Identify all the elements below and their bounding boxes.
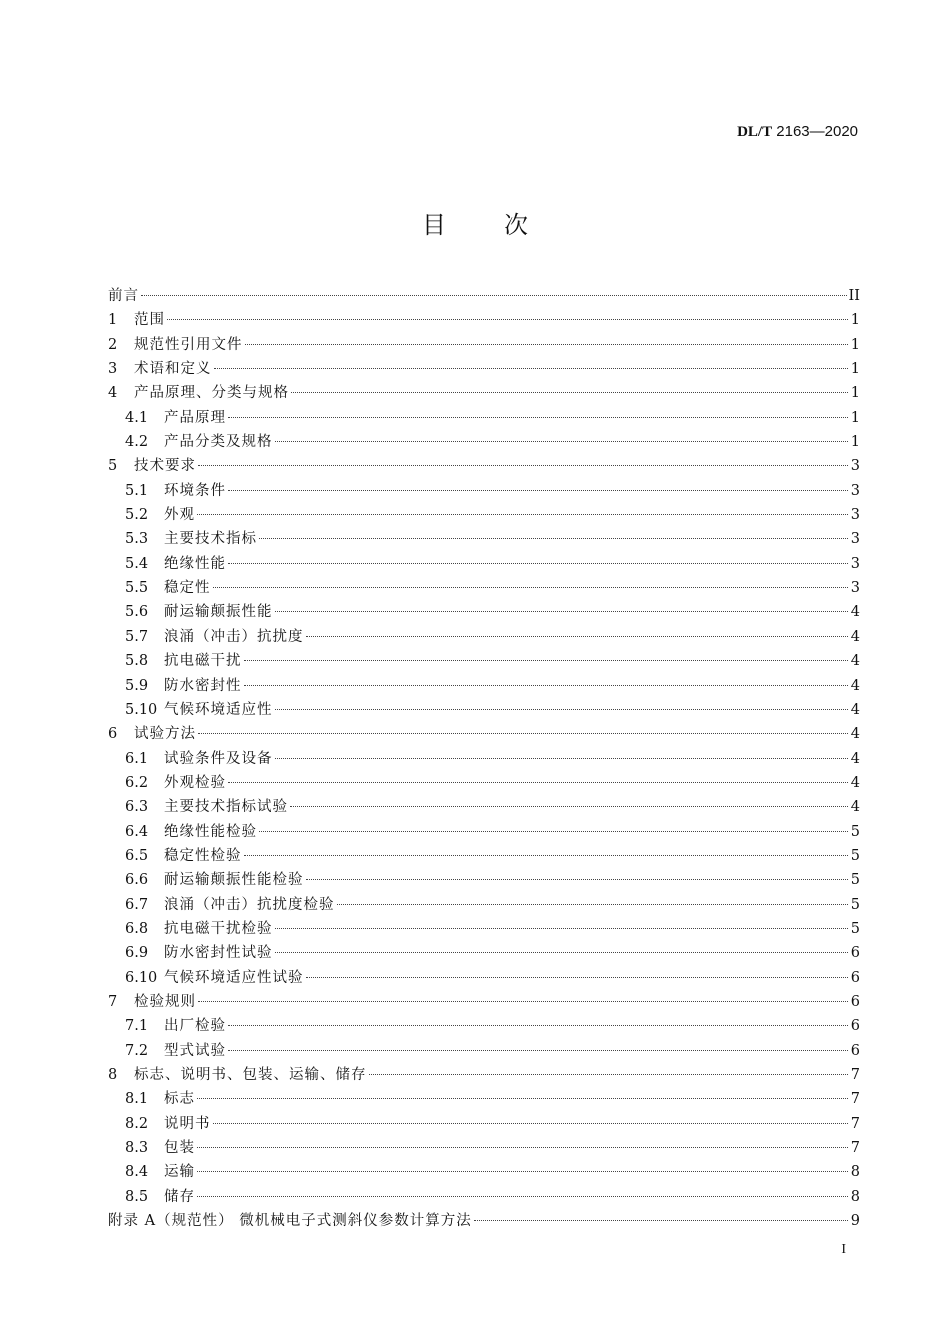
toc-entry[interactable] [108,1087,860,1111]
toc-entry-number: 8.1 [125,1091,149,1108]
toc-entry-page: 1 [850,434,860,451]
toc-entry-page: 9 [850,1213,860,1230]
toc-entry-number: 5 [108,458,118,475]
toc-entry[interactable] [108,771,860,795]
toc-entry-label: 主要技术指标试验 [164,799,288,816]
toc-leader-dots [291,392,848,393]
toc-leader-dots [213,587,849,588]
toc-entry[interactable] [108,941,860,965]
toc-entry-label: 产品原理、分类与规格 [134,385,289,402]
toc-entry[interactable] [108,820,860,844]
toc-entry[interactable] [108,649,860,673]
toc-entry[interactable] [108,844,860,868]
toc-entry[interactable] [108,966,860,990]
toc-entry-number: 4.1 [125,409,149,426]
toc-leader-dots [306,636,849,637]
toc-leader-dots [197,1147,848,1148]
toc-entry[interactable] [108,674,860,698]
toc-leader-dots [290,806,848,807]
toc-entry-page: 1 [850,361,860,378]
toc-entry-number: 5.2 [125,507,149,524]
toc-entry-label: 产品分类及规格 [164,434,273,451]
toc-entry-label: 外观检验 [164,774,226,791]
toc-entry[interactable] [108,1014,860,1038]
toc-entry-number: 6.10 [125,969,158,986]
toc-leader-dots [228,1025,848,1026]
toc-entry-label: 范围 [134,312,165,329]
toc-entry-label: 抗电磁干扰检验 [164,920,273,937]
toc-entry-number: 8.3 [125,1140,149,1157]
toc-entry-number: 5.5 [125,580,149,597]
toc-entry-page: 4 [850,774,860,791]
toc-leader-dots [214,368,849,369]
toc-entry-number: 6.7 [125,896,149,913]
toc-entry[interactable] [108,333,860,357]
toc-leader-dots [474,1220,848,1221]
toc-entry-number: 4 [108,385,118,402]
toc-entry-label: 术语和定义 [134,361,212,378]
toc-entry-label: 产品原理 [164,409,226,426]
toc-entry[interactable] [108,552,860,576]
toc-entry-label: 稳定性 [164,580,211,597]
toc-entry-page: 4 [850,677,860,694]
toc-entry[interactable] [108,600,860,624]
toc-entry[interactable] [108,1209,860,1233]
toc-entry-page: 1 [850,409,860,426]
document-code-prefix: DL/T [737,124,773,140]
toc-entry-number: 5.8 [125,653,149,670]
toc-entry[interactable] [108,406,860,430]
toc-entry-page: 6 [850,1042,860,1059]
toc-entry-number: 7.2 [125,1042,149,1059]
toc-entry-label: 检验规则 [134,993,196,1010]
toc-leader-dots [337,904,849,905]
toc-leader-dots [275,441,849,442]
toc-entry-label: 浪涌（冲击）抗扰度 [164,628,304,645]
toc-entry-label: 耐运输颠振性能检验 [164,872,304,889]
toc-entry-label: 包装 [164,1140,195,1157]
toc-leader-dots [198,733,848,734]
toc-entry-number: 6.4 [125,823,149,840]
toc-entry-page: 4 [850,799,860,816]
toc-entry-number: 7.1 [125,1018,149,1035]
toc-entry-page: 4 [850,653,860,670]
toc-entry-label: 绝缘性能 [164,555,226,572]
toc-entry-page: 3 [850,507,860,524]
toc-entry-label: 气候环境适应性试验 [164,969,304,986]
toc-entry-page: 7 [850,1091,860,1108]
toc-entry-label: 型式试验 [164,1042,226,1059]
toc-entry-label: 规范性引用文件 [134,336,243,353]
document-code [737,123,858,141]
toc-entry-page: 5 [850,920,860,937]
toc-entry[interactable] [108,1112,860,1136]
toc-leader-dots [259,831,848,832]
toc-entry-label: 技术要求 [134,458,196,475]
toc-leader-dots [244,660,849,661]
toc-entry-label: 运输 [164,1164,195,1181]
toc-leader-dots [228,782,848,783]
toc-entry[interactable] [108,527,860,551]
toc-entry-page: 3 [850,555,860,572]
toc-entry-page: 6 [850,945,860,962]
toc-leader-dots [198,465,848,466]
toc-entry[interactable] [108,308,860,332]
toc-entry-label: 稳定性检验 [164,847,242,864]
toc-entry-number: 5.9 [125,677,149,694]
toc-entry[interactable] [108,284,860,308]
toc-entry-page: 6 [850,1018,860,1035]
page-number: I [841,1242,846,1257]
toc-entry-page: 7 [850,1115,860,1132]
toc-leader-dots [275,952,849,953]
toc-entry-number: 8.5 [125,1188,149,1205]
toc-entry-page: 3 [850,458,860,475]
toc-leader-dots [244,855,849,856]
toc-entry[interactable] [108,625,860,649]
toc-leader-dots [306,879,849,880]
toc-entry-page: 1 [850,385,860,402]
page-title: 目次 [422,211,586,239]
toc-entry-page: 4 [850,701,860,718]
toc-leader-dots [244,685,849,686]
toc-entry-number: 5.4 [125,555,149,572]
toc-leader-dots [228,1050,848,1051]
toc-entry-number: 5.7 [125,628,149,645]
toc-entry-number: 5.6 [125,604,149,621]
toc-entry-label: 附录 A（规范性） 微机械电子式测斜仪参数计算方法 [108,1213,472,1230]
toc-entry-label: 试验方法 [134,726,196,743]
toc-entry-page: 3 [850,580,860,597]
toc-entry[interactable] [108,917,860,941]
toc-entry-label: 防水密封性试验 [164,945,273,962]
toc-entry-number: 3 [108,361,118,378]
toc-entry-label: 前言 [108,288,139,304]
toc-entry[interactable] [108,576,860,600]
toc-entry[interactable] [108,479,860,503]
toc-entry-number: 6 [108,726,118,743]
toc-entry-page: 8 [850,1188,860,1205]
toc-entry-number: 4.2 [125,434,149,451]
toc-entry-number: 6.5 [125,847,149,864]
toc-leader-dots [197,1098,848,1099]
toc-leader-dots [228,417,848,418]
toc-leader-dots [228,490,848,491]
toc-entry-page: 8 [850,1164,860,1181]
toc-entry-label: 试验条件及设备 [164,750,273,767]
toc-entry-page: 6 [850,969,860,986]
toc-entry[interactable] [108,990,860,1014]
toc-entry-number: 8 [108,1067,118,1083]
toc-entry[interactable] [108,698,860,722]
toc-entry-page: 3 [850,482,860,499]
toc-entry-label: 浪涌（冲击）抗扰度检验 [164,896,335,913]
toc-entry-number: 6.6 [125,872,149,889]
toc-entry[interactable] [108,1063,860,1087]
toc-entry-page: 4 [850,726,860,743]
toc-entry-page: 5 [850,896,860,913]
toc-entry-page: 4 [850,628,860,645]
toc-entry-page: 7 [850,1140,860,1157]
toc-entry-label: 主要技术指标 [164,531,257,548]
toc-entry-label: 外观 [164,507,195,524]
toc-entry-page: 4 [850,750,860,767]
toc-leader-dots [141,295,847,296]
toc-entry-label: 标志、说明书、包装、运输、储存 [134,1067,367,1083]
toc-leader-dots [167,319,848,320]
toc-entry-number: 5.1 [125,482,149,499]
toc-entry-number: 6.2 [125,774,149,791]
toc-entry-number: 6.8 [125,920,149,937]
toc-entry-number: 7 [108,993,118,1010]
toc-entry[interactable] [108,381,860,405]
toc-entry-page: 4 [850,604,860,621]
toc-entry-label: 出厂检验 [164,1018,226,1035]
toc-entry-label: 环境条件 [164,482,226,499]
toc-leader-dots [245,344,849,345]
toc-entry[interactable] [108,893,860,917]
toc-entry-label: 抗电磁干扰 [164,653,242,670]
toc-leader-dots [197,1171,848,1172]
toc-entry-label: 储存 [164,1188,195,1205]
toc-entry-label: 标志 [164,1091,195,1108]
toc-leader-dots [369,1074,849,1075]
toc-entry-page: 6 [850,993,860,1010]
toc-entry-page: 5 [850,823,860,840]
toc-entry[interactable] [108,1185,860,1209]
toc-leader-dots [275,611,849,612]
toc-leader-dots [198,1001,848,1002]
toc-entry-number: 5.10 [125,701,158,718]
toc-entry-page: 3 [850,531,860,548]
toc-entry[interactable] [108,1160,860,1184]
toc-entry-label: 绝缘性能检验 [164,823,257,840]
toc-entry-label: 气候环境适应性 [164,701,273,718]
toc-entry[interactable] [108,722,860,746]
toc-entry-page: 1 [850,312,860,329]
toc-entry[interactable] [108,357,860,381]
toc-entry-page: 5 [850,847,860,864]
toc-leader-dots [259,538,848,539]
toc-entry-number: 8.2 [125,1115,149,1132]
toc-entry[interactable] [108,503,860,527]
toc-entry[interactable] [108,1136,860,1160]
toc-entry-label: 耐运输颠振性能 [164,604,273,621]
toc-entry-label: 防水密封性 [164,677,242,694]
toc-leader-dots [275,758,849,759]
toc-leader-dots [306,977,849,978]
toc-entry-number: 5.3 [125,531,149,548]
toc-entry-page: 7 [850,1067,860,1083]
toc-entry-label: 说明书 [164,1115,211,1132]
toc-entry[interactable] [108,1039,860,1063]
toc-leader-dots [275,709,849,710]
toc-entry[interactable] [108,454,860,478]
toc-leader-dots [213,1123,849,1124]
toc-entry-number: 1 [108,312,118,329]
toc-leader-dots [197,514,848,515]
toc-entry-number: 8.4 [125,1164,149,1181]
toc-entry-number: 6.3 [125,799,149,816]
toc-entry-page: 5 [850,872,860,889]
toc-entry[interactable] [108,868,860,892]
toc-leader-dots [197,1196,848,1197]
toc-entry[interactable] [108,747,860,771]
table-of-contents [108,284,860,1233]
toc-entry-number: 6.1 [125,750,149,767]
toc-entry-number: 6.9 [125,945,149,962]
toc-entry-page: 1 [850,336,860,353]
toc-entry-number: 2 [108,336,118,353]
toc-leader-dots [228,563,848,564]
toc-entry[interactable] [108,795,860,819]
toc-entry-page: II [848,288,860,304]
toc-leader-dots [275,928,849,929]
toc-entry[interactable] [108,430,860,454]
document-code-number: 2163—2020 [772,123,858,140]
